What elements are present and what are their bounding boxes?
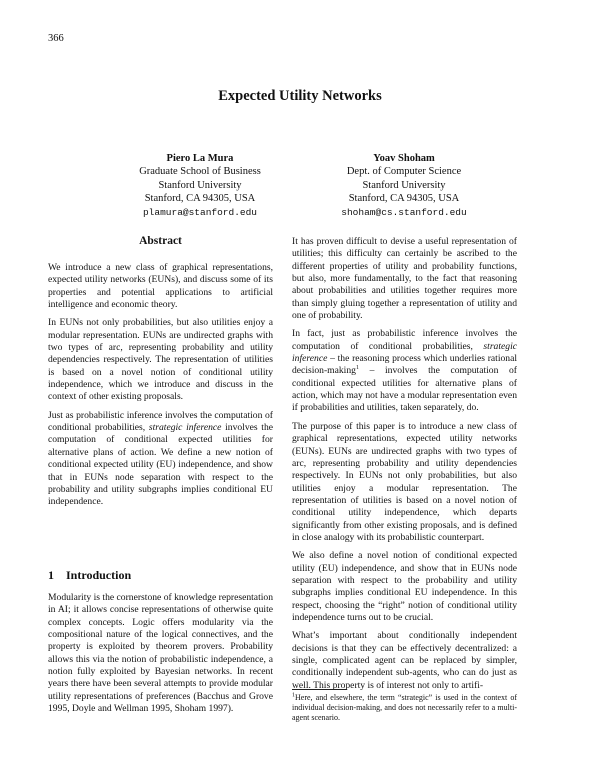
section-heading xyxy=(48,568,131,583)
text-run: – involves the computation of conditional expected utilities for alternative plans of action, which may not have a modular representation even if probabilities and utilities, taken separately, do. xyxy=(292,365,518,414)
abstract-paragraph: In EUNs not only probabilities, but also utilities enjoy a modular representation. EUNs are undirected graphs with two types of arc, representing probability and utility dependencies respectively. The representation of utilities is based on a novel notion of conditional utility independence, which we introduce and discuss in the context of other existing proposals. xyxy=(48,317,273,403)
author-address: Stanford, CA 94305, USA xyxy=(144,193,256,205)
body-paragraph xyxy=(292,328,517,414)
right-column-body xyxy=(292,236,517,692)
author-block-1 xyxy=(100,152,300,219)
body-paragraph: We also define a novel notion of conditional expected utility (EU) independence, and show that in EUNs node separation with respect to the probability and utility subgraphs implies conditional EU independence. In this respect, choosing the “right” notion of conditional utility independence turns out to be crucial. xyxy=(292,550,517,623)
italic-term: strategic inference xyxy=(292,340,517,365)
italic-term: strategic inference xyxy=(148,422,222,434)
author-affiliation: Dept. of Computer Science xyxy=(346,166,462,178)
abstract-paragraph xyxy=(48,410,273,509)
section-number: 1 xyxy=(48,568,54,582)
abstract-body xyxy=(48,262,273,509)
author-address: Stanford, CA 94305, USA xyxy=(348,193,460,205)
text-run: involves the computation of conditional expected utilities for alternative plans of action. We define a new notion of conditional expected utility (EU) independence, and show that in EUNs node separation with respect to the probability and utility subgraphs implies conditional EU independence. xyxy=(48,422,274,508)
introduction-body xyxy=(48,592,273,715)
text-run: Just as probabilistic inference involves the computation of conditional probabilities, xyxy=(48,409,273,434)
footnote xyxy=(292,693,517,724)
footnote-marker[interactable]: 1 xyxy=(355,365,359,372)
abstract-heading: Abstract xyxy=(139,235,182,247)
text-run: In fact, just as probabilistic inference involves the computation of conditional probabilities, xyxy=(292,328,517,352)
author-university: Stanford University xyxy=(158,179,242,191)
author-email: plamura@stanford.edu xyxy=(142,206,258,218)
page-number: 366 xyxy=(48,33,64,44)
abstract-paragraph: We introduce a new class of graphical representations, expected utility networks (EUNs), and discuss some of its properties and potential applications to artificial intelligence and economic theory. xyxy=(48,262,273,311)
body-paragraph: What’s important about conditionally independent decisions is that they can be effectively decentralized: a single, complicated agent can be replaced by simpler, conditionally independent sub-agents, who can do just as well. This property is of interest not only to artifi- xyxy=(292,630,517,691)
author-email: shoham@cs.stanford.edu xyxy=(341,206,467,218)
paper-title: Expected Utility Networks xyxy=(218,88,382,104)
footnote-number: 1 xyxy=(292,692,295,699)
text-run: – the reasoning process which underlies rational decision-making xyxy=(292,353,518,377)
body-paragraph: It has proven difficult to devise a useful representation of utilities; this difficulty can certainly be ascribed to the different properties of utility and probability functions, but also, more fundamentally, to the fact that reasoning about probabilities and utilities together requires more than simply gluing together a representation of utility and one of probability. xyxy=(292,236,517,322)
footnote-divider xyxy=(292,689,347,690)
author-affiliation: Graduate School of Business xyxy=(139,166,261,178)
author-name: Yoav Shoham xyxy=(373,153,435,164)
author-university: Stanford University xyxy=(362,179,446,191)
author-block-2 xyxy=(304,152,504,219)
body-paragraph: Modularity is the cornerstone of knowledge representation in AI; it allows concise representations of otherwise quite complex concepts. Logic offers modularity via the compositional nature of the logical connectives, and the property is exploited by theorem provers. Probability allows this via the notion of probabilistic independence, a notion fully exploited by Bayesian networks. In recent years there have been several attempts to provide modular utility representations of preferences (Bacchus and Grove 1995, Doyle and Wellman 1995, Shoham 1997). xyxy=(48,592,273,715)
author-name: Piero La Mura xyxy=(166,153,234,164)
body-paragraph: The purpose of this paper is to introduce a new class of graphical representations, expected utility networks (EUNs). EUNs are undirected graphs with two types of arc, representing probability and utility dependencies respectively. In EUNs not only probabilities, but also utilities enjoy a modular representation. The representation of utilities is based on a novel notion of conditional utility independence, which departs significantly from other existing proposals, and is defined in close analogy with its probabilistic counterpart. xyxy=(292,420,517,543)
footnote-text: Here, and elsewhere, the term “strategic” is used in the context of individual decision-making, and does not necessarily refer to a multi-agent scenario. xyxy=(292,693,517,723)
section-title: Introduction xyxy=(66,568,132,582)
